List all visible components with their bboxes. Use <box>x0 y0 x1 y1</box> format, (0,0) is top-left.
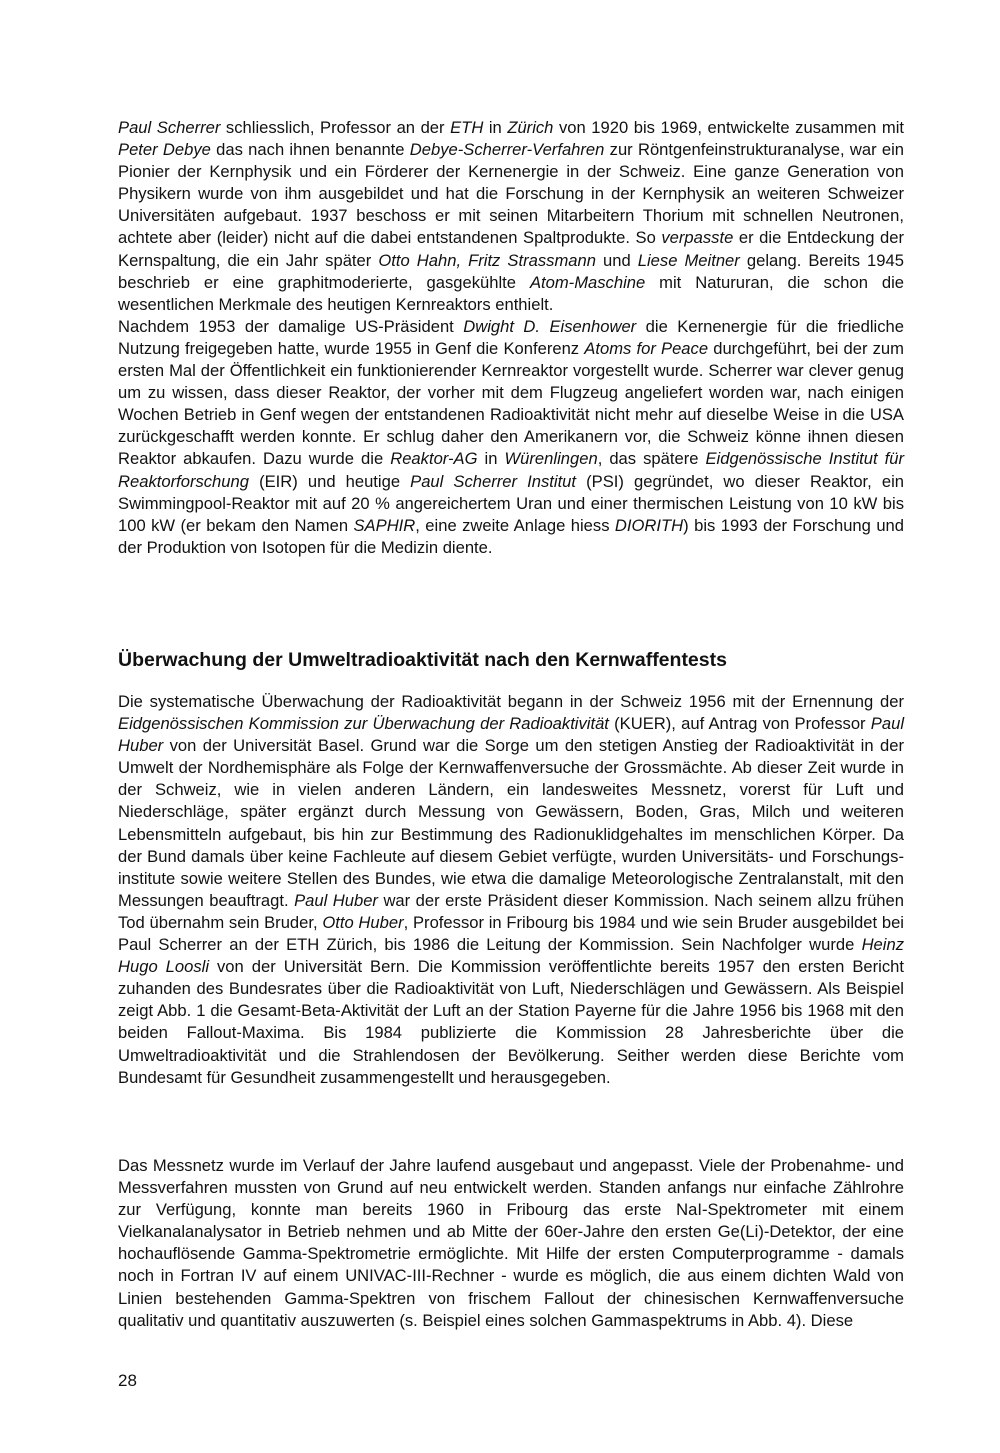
text-block-messnetz <box>118 1155 904 1332</box>
text-run: das nach ihnen benannte <box>210 140 410 160</box>
text-run: (KUER), auf Antrag von Professor <box>608 714 871 734</box>
italic-run: Reaktor-AG <box>390 449 478 469</box>
text-run: mit Natururan, die schon die wesentlichen Merkmale des heutigen Kernreaktors enthielt. <box>118 272 905 314</box>
italic-run: DIORITH <box>614 515 684 535</box>
italic-run: Peter Debye <box>118 140 211 160</box>
italic-run: Eidgenössischen Kommission zur Überwachung der Radioaktivität <box>118 714 609 734</box>
italic-run: Debye-Scherrer-Verfahren <box>409 140 605 160</box>
text-run: und <box>595 250 638 270</box>
paragraph-messnetz <box>118 1155 904 1332</box>
italic-run: Paul Scherrer <box>118 118 221 137</box>
italic-run: Atom-Maschine <box>529 272 646 292</box>
text-run: , das spätere <box>597 449 706 469</box>
text-run: (EIR) und heutige <box>248 471 411 491</box>
italic-run: Paul Huber <box>294 890 378 910</box>
text-run: durchgeführt, bei der zum ersten Mal der Öffentlichkeit ein funktionierender Kernreaktor vorgestellt wurde. Scherrer war clever genug um zu wissen, dass dieser Reaktor, der vorher mit dem Flugzeug angeliefert worden war, nach einigen Wochen Betrieb in Genf wegen der entstandenen Radioaktivität nicht mehr auf dieselbe Weise in die USA zurückgeschafft werden konnte. Er schlug daher den Amerikanern vor, die Schweiz könne ihnen diesen Reaktor abkaufen. Dazu wurde die <box>118 338 904 469</box>
text-run: in <box>477 449 505 469</box>
italic-run: Eidgenössische Institut für Reaktorforschung <box>118 449 905 491</box>
italic-run: Atoms for Peace <box>584 338 709 358</box>
italic-run: Heinz Hugo Loosli <box>118 935 904 977</box>
italic-run: Paul Huber <box>118 714 905 756</box>
text-block-scherrer <box>118 117 904 559</box>
page-number: 28 <box>118 1371 137 1390</box>
text-run: ) bis 1993 der Forschung und der Produktion von Isotopen für die Medizin diente. <box>118 515 904 557</box>
italic-run: Liese Meitner <box>637 250 740 270</box>
text-run: , Professor in Fribourg bis 1984 und wie sein Bruder ausgebildet bei Paul Scherrer an der ETH Zürich, bis 1986 die Leitung der Kommission. Sein Nachfolger wurde <box>118 912 904 955</box>
italic-run: Otto Huber <box>322 912 404 932</box>
paragraph-scherrer <box>118 117 904 316</box>
text-run: von der Universität Bern. Die Kommission veröffentlichte bereits 1957 den ersten Bericht zuhanden des Bundesrates über die Radioaktivität von Luft, Niederschlägen und Gewässern. Als Beispiel zeigt Abb. 1 die Gesamt-Beta-Aktivität der Luft an der Station Payerne für die Jahre 1956 bis 1968 mit den beiden Fallout-Maxima. Bis 1984 publizierte die Kommission 28 Jahresberichte über die Umweltradioaktivität und die Strahlendosen der Bevölkerung. Seither werden diese Berichte vom Bundesamt für Gesundheit zusammengestellt und herausgegeben. <box>118 957 905 1087</box>
text-run: schliesslich, Professor an der <box>220 118 451 137</box>
text-run: , eine zweite Anlage hiess <box>415 515 615 535</box>
italic-run: Würenlingen <box>504 449 598 469</box>
italic-run: ETH <box>450 118 484 137</box>
text-run: Die systematische Überwachung der Radioaktivität begann in der Schweiz 1956 mit der Ernennung der <box>118 692 904 711</box>
italic-run: Dwight D. Eisenhower <box>463 316 637 336</box>
text-run: er die Entdeckung der Kernspaltung, die ein Jahr später <box>118 228 904 270</box>
italic-run: Paul Scherrer Institut <box>410 471 577 491</box>
text-run: Nachdem 1953 der damalige US-Präsident <box>118 316 464 336</box>
text-run: von der Universität Basel. Grund war die Sorge um den stetigen Anstieg der Radioaktivität in der Umwelt der Nordhemisphäre als Folge der Kernwaffenversuche der Grossmächte. Ab dieser Zeit wurde in der Schweiz, wie in vielen anderen Ländern, ein landesweites Messnetz, vorerst für Luft und Niederschläge, später ergänzt durch Messung von Gewässern, Boden, Gras, Milch und weiteren Lebensmitteln aufgebaut, bis hin zur Bestimmung des Radionuklidgehaltes im menschlichen Körper. Da der Bund damals über keine Fachleute auf diesem Gebiet verfügte, wurden Universitäts- und Forschungsinstitute sowie weitere Stellen des Bundes, wie etwa die damalige Meteorologische Zentralanstalt, mit den Messungen beauftragt. <box>118 736 904 910</box>
text-run: gelang. Bereits 1945 beschrieb er eine graphitmoderierte, gasgekühlte <box>118 250 904 292</box>
text-run: zur Röntgenfeinstrukturanalyse, war ein Pionier der Kernphysik und ein Förderer der Kernenergie in der Schweiz. Eine ganze Generation von Physikern wurde von ihm ausgebildet und hat die Forschung in der Kernphysik an weiteren Schweizer Universitäten aufgebaut. 1937 beschoss er mit seinen Mitarbeitern Thorium mit schnellen Neutronen, achtete aber (leider) nicht auf die dabei entstandenen Spaltprodukte. So <box>118 140 904 248</box>
text-run: (PSI) gegründet, wo dieser Reaktor, ein Swimmingpool-Reaktor mit auf 20 % angereichertem Uran und einer thermischen Leistung von 10 kW bis 100 kW (er bekam den Namen <box>118 471 904 535</box>
section-heading: Überwachung der Umweltradioaktivität nach den Kernwaffentests <box>118 649 727 671</box>
text-run: in <box>483 118 508 137</box>
text-run: von 1920 bis 1969, entwickelte zusammen mit <box>553 118 905 137</box>
paragraph-kuer <box>118 691 904 1089</box>
italic-run: Zürich <box>507 118 554 137</box>
italic-run: Otto Hahn, Fritz Strassmann <box>378 250 596 270</box>
paragraph-atoms-for-peace <box>118 316 904 559</box>
italic-run: SAPHIR <box>353 515 416 535</box>
text-run: Das Messnetz wurde im Verlauf der Jahre laufend ausgebaut und angepasst. Viele der Probenahme- und Messverfahren mussten von Grund auf neu entwickelt werden. Standen anfangs nur einfache Zählrohre zur Verfügung, konnte man bereits 1960 in Fribourg das erste NaI-Spektrometer mit einem Vielkanalanalysator in Betrieb nehmen und ab Mitte der 60er-Jahre den ersten Ge(Li)-Detektor, der eine hochauflösende Gamma-Spektrometrie ermöglichte. Mit Hilfe der ersten Computerprogramme - damals noch in Fortran IV auf einem UNIVAC-III-Rechner - wurde es möglich, die aus einem dichten Wald von Linien bestehenden Gamma-Spektren von frischem Fallout der chinesischen Kernwaffenversuche qualitativ und quantitativ auszuwerten (s. Beispiel eines solchen Gammaspektrums in Abb. 4). Diese <box>118 1156 904 1330</box>
text-run: war der erste Präsident dieser Kommission. Nach seinem allzu frühen Tod übernahm sein Bruder, <box>118 890 904 932</box>
text-run: die Kernenergie für die friedliche Nutzung freigegeben hatte, wurde 1955 in Genf die Konferenz <box>118 316 904 358</box>
italic-run: verpasste <box>661 228 734 248</box>
text-block-kuer <box>118 691 904 1089</box>
